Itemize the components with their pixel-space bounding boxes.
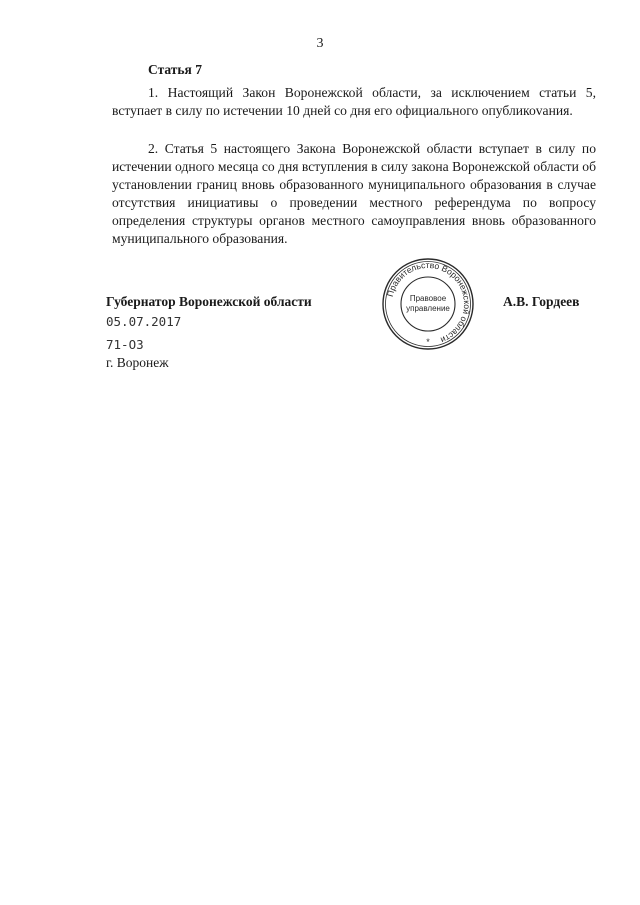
paragraph-text: 2. Статья 5 настоящего Закона Воронежской области вступает в силу по истечении одного месяца со дня вступления в силу закона Воронежской области об установлении границ вновь образованного муниципального образования в случае отсутствия инициативы о проведении местного референдума по вопросу определения структуры органов местного самоуправления вновь образованного муниципального образования. [112, 141, 596, 246]
stamp-graphic [380, 256, 476, 352]
signer-title: Губернатор Воронежской области [106, 294, 312, 309]
law-number: 71-ОЗ [106, 337, 144, 352]
paragraph-text: 1. Настоящий Закон Воронежской области, за исключением статьи 5, вступает в силу по истечении 10 дней со дня его официального опубликоvания. [112, 85, 596, 118]
article-paragraph-1 [112, 84, 596, 120]
stamp-ring-text: Правительство Воронежской области [384, 259, 473, 346]
article-paragraph-2 [112, 140, 596, 248]
stamp-star-icon: * [426, 337, 430, 347]
article-heading: Статья 7 [148, 62, 202, 77]
official-stamp [380, 256, 476, 352]
signing-date: 05.07.2017 [106, 314, 182, 329]
page-number: 3 [316, 36, 324, 51]
signing-city: г. Воронеж [106, 355, 169, 370]
stamp-center-line-2: управление [406, 304, 450, 313]
signer-name: А.В. Гордеев [503, 294, 580, 309]
stamp-center-line-1: Правовое [409, 294, 447, 303]
